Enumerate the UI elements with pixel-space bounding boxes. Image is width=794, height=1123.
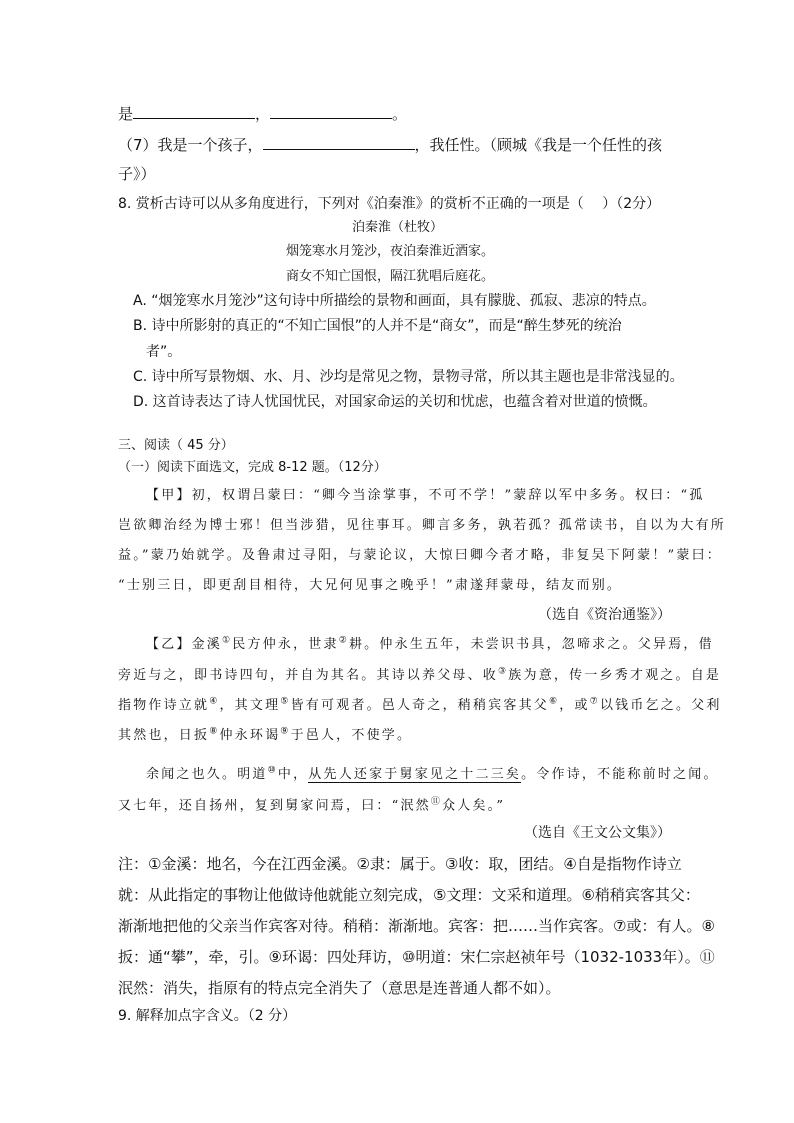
passage-yi-line: 旁近与之，即书诗四句，并自为其名。其诗以养父母、收③族为意，传一乡秀才观之。自是: [118, 666, 722, 683]
answer-blank[interactable]: [133, 104, 255, 119]
footnote-ref: ①: [222, 635, 233, 646]
q8-stem: 8. 赏析古诗可以从多角度进行，下列对《泊秦淮》的赏析不正确的一项是（ ）（2分）: [118, 196, 661, 212]
passage-yi-line: 指物作诗立就④，其文理⑤皆有可观者。邑人奇之，稍稍宾客其父⑥，或⑦以钱币乞之。父利: [118, 696, 722, 713]
footnote-ref: ④: [209, 696, 220, 707]
q8-option-b-cont: 者”。: [146, 344, 182, 360]
passage-yi-line: 余闻之也久。明道⑩中，从先人还家于舅家见之十二三矣。令作诗，不能称前时之闻。: [146, 765, 719, 782]
passage-jia-line: “士别三日，即更刮目相待，大兄何见事之晚乎！”肃遂拜蒙母，结友而别。: [118, 578, 623, 593]
poem-line-2: 商女不知亡国恨，隔江犹唱后庭花。: [286, 269, 495, 284]
notes-line: 扳：通“攀”，牵，引。⑨环谒：四处拜访，⑩明道：宋仁宗赵祯年号（1032-1033年）。⑪: [118, 948, 715, 966]
underlined-sentence: 从先人还家于舅家见之十二三矣: [308, 767, 522, 782]
passage-jia-line: 益。”蒙乃始就学。及鲁肃过寻阳，与蒙论议，大惊曰卿今者才略，非复吴下阿蒙！”蒙曰：: [118, 548, 722, 563]
section-subheading: （一）阅读下面选文，完成 8-12 题。（12分）: [118, 460, 387, 475]
notes-line: 泯然：消失，指原有的特点完全消失了（意思是连普通人都不如）。: [118, 979, 561, 997]
passage-yi-line: 其然也，日扳⑧仲永环谒⑨于邑人，不使学。: [118, 726, 413, 743]
notes-line: 渐渐地把他的父亲当作宾客对待。稍稍：渐渐地。宾客：把……当作宾客。⑦或：有人。⑧: [118, 917, 715, 935]
q7-line: [118, 134, 662, 155]
footnote-ref: ②: [338, 635, 349, 646]
footnote-ref: ⑦: [589, 696, 600, 707]
q7-line-cont: 子》）: [118, 165, 156, 183]
passage-jia-line: 【甲】初，权谓吕蒙曰：“卿今当涂掌事，不可不学！”蒙辞以军中多务。权曰：“孤: [146, 488, 705, 503]
passage-yi-line: 又七年，还自扬州，复到舅家问焉，曰：“泯然⑪众人矣。”: [118, 797, 506, 814]
passage-yi-line: 【乙】金溪①民方仲永，世隶②耕。仲永生五年，未尝识书具，忽啼求之。父异焉，借: [146, 635, 714, 652]
answer-blank[interactable]: [263, 135, 415, 150]
q8-option-a[interactable]: A. “烟笼寒水月笼沙”这句诗中所描绘的景物和画面，具有朦胧、孤寂、悲凉的特点。: [133, 293, 656, 309]
q6-answer-line: [118, 103, 407, 124]
q6-end: 。: [392, 105, 408, 123]
footnote-ref: ⑩: [267, 765, 278, 776]
passage-yi-source: （选自《王文公文集》）: [524, 825, 671, 841]
poem-title: 泊秦淮（杜牧）: [352, 220, 444, 235]
notes-line: 就：从此指定的事物让他做诗他就能立刻完成，⑤文理：文采和道理。⑥稍稍宾客其父：: [118, 886, 700, 904]
q6-prefix: 是: [118, 105, 134, 123]
q6-comma: ，: [255, 105, 271, 123]
q8-option-d[interactable]: D. 这首诗表达了诗人忧国忧民，对国家命运的关切和忧虑，也蕴含着对世道的愤慨。: [133, 394, 657, 410]
q7-text-b: ，我任性。（顾城《我是一个任性的孩: [414, 136, 663, 154]
footnote-ref: ⑧: [209, 726, 220, 737]
footnote-ref: ⑪: [430, 797, 443, 807]
q7-text-a: （7）我是一个孩子，: [118, 136, 263, 154]
section-heading: 三、阅读（ 45 分）: [118, 438, 234, 453]
footnote-ref: ⑨: [280, 726, 291, 737]
poem-line-1: 烟笼寒水月笼沙，夜泊秦淮近酒家。: [286, 244, 495, 259]
q8-option-c[interactable]: C. 诗中所写景物烟、水、月、沙均是常见之物，景物寻常，所以其主题也是非常浅显的。: [133, 369, 684, 385]
footnote-ref: ③: [498, 666, 509, 677]
q9-stem: 9. 解释加点字含义。（2 分）: [118, 1008, 297, 1024]
q8-option-b[interactable]: B. 诗中所影射的真正的“不知亡国恨”的人并不是“商女”，而是“醉生梦死的统治: [133, 318, 622, 334]
passage-jia-line: 岂欲卿治经为博士邪！但当涉猎，见往事耳。卿言多务，孰若孤？孤常读书，自以为大有所: [118, 518, 727, 533]
answer-blank[interactable]: [270, 104, 392, 119]
footnote-ref: ⑥: [548, 696, 560, 707]
footnote-ref: ⑤: [280, 696, 291, 707]
notes-line: 注：①金溪：地名，今在江西金溪。②隶：属于。③收：取，团结。④自是指物作诗立: [118, 855, 682, 873]
passage-jia-source: （选自《资治通鉴》）: [538, 607, 671, 623]
